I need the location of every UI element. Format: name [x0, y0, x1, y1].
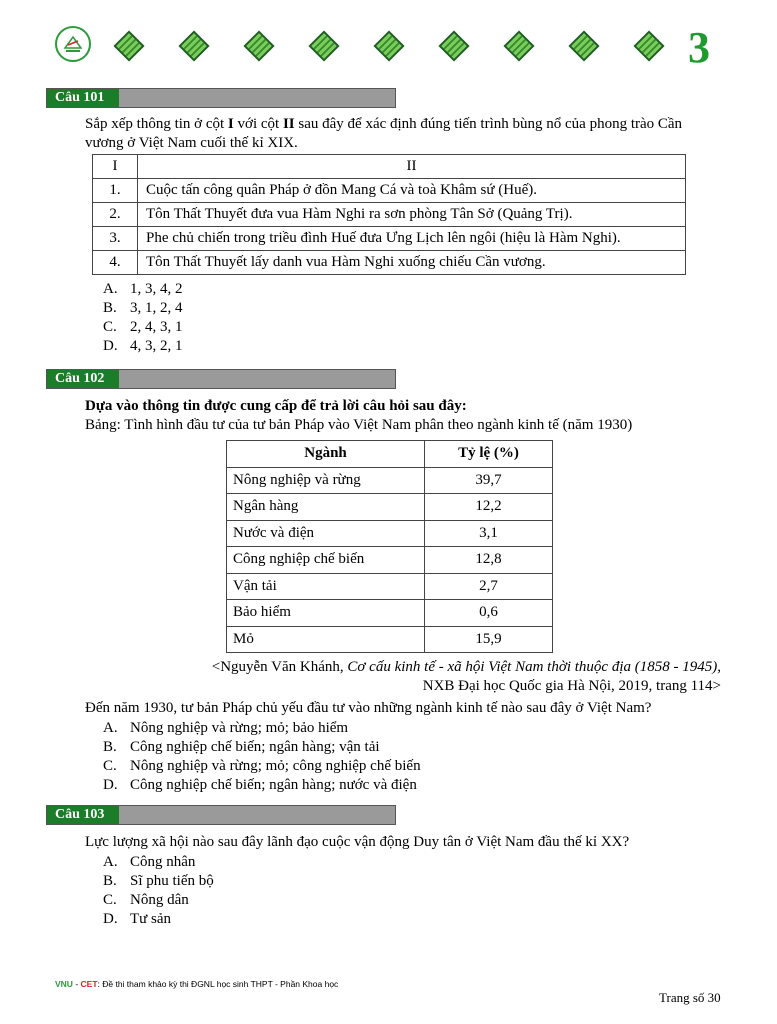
- table-row: [93, 179, 686, 203]
- diamond-ornament-icon: [308, 30, 339, 61]
- option-c[interactable]: C. Nông dân: [103, 892, 189, 908]
- sector-cell: Công nghiệp chế biến: [227, 547, 425, 574]
- row-number: 1.: [93, 179, 138, 203]
- ratio-cell: 39,7: [425, 467, 553, 494]
- table-row: [227, 600, 553, 627]
- instruction-102: Dựa vào thông tin được cung cấp để trả lời câu hỏi sau đây:: [85, 398, 467, 414]
- table-row: [227, 467, 553, 494]
- table-row: [93, 251, 686, 275]
- row-text: Tôn Thất Thuyết lấy danh vua Hàm Nghi xuống chiếu Cần vương.: [138, 251, 686, 275]
- question-103: Lực lượng xã hội nào sau đây lãnh đạo cuộc vận động Duy tân ở Việt Nam đầu thế kỉ XX?: [85, 834, 630, 850]
- diamond-ornament-icon: [243, 30, 274, 61]
- col-header-i: I: [93, 155, 138, 179]
- question-header-102: [46, 369, 396, 389]
- ratio-cell: 3,1: [425, 520, 553, 547]
- question-label: Câu 101: [47, 89, 119, 107]
- option-b[interactable]: B. 3, 1, 2, 4: [103, 300, 183, 316]
- source-citation: <Nguyễn Văn Khánh, Cơ cấu kinh tế - xã hội Việt Nam thời thuộc địa (1858 - 1945), NXB Đại học Quốc gia Hà Nội, 2019, trang 114>: [211, 659, 721, 694]
- diamond-ornament-icon: [373, 30, 404, 61]
- sector-cell: Ngân hàng: [227, 494, 425, 521]
- diamond-ornament-icon: [113, 30, 144, 61]
- table-row: [227, 494, 553, 521]
- table-row: [227, 573, 553, 600]
- sector-cell: Bảo hiểm: [227, 600, 425, 627]
- diamond-ornament-icon: [633, 30, 664, 61]
- table-row: [93, 203, 686, 227]
- option-d[interactable]: D. Tư sản: [103, 911, 172, 927]
- option-c[interactable]: C. 2, 4, 3, 1: [103, 319, 183, 335]
- chapter-number: 3: [688, 23, 710, 72]
- option-d[interactable]: D. 4, 3, 2, 1: [103, 338, 183, 354]
- row-number: 4.: [93, 251, 138, 275]
- ratio-cell: 12,8: [425, 547, 553, 574]
- table-caption: Bảng: Tình hình đầu tư của tư bản Pháp vào Việt Nam phân theo ngành kinh tế (năm 1930): [85, 417, 633, 433]
- sector-cell: Nông nghiệp và rừng: [227, 467, 425, 494]
- org-vnu: VNU: [55, 979, 73, 989]
- option-a[interactable]: A. Nông nghiệp và rừng; mỏ; bảo hiểm: [103, 720, 349, 736]
- question-102: Đến năm 1930, tư bản Pháp chủ yếu đầu tư vào những ngành kinh tế nào sau đây ở Việt Nam?: [85, 700, 652, 716]
- row-number: 2.: [93, 203, 138, 227]
- page-number: Trang số 30: [659, 990, 721, 1005]
- ratio-cell: 12,2: [425, 494, 553, 521]
- question-stem-101: Sắp xếp thông tin ở cột I với cột II sau đây để xác định đúng tiến trình bùng nổ của phong trào Cần: [85, 116, 683, 132]
- question-header-101: [46, 88, 396, 108]
- footer-description: VNU - CET: Đề thi tham khảo kỳ thi ĐGNL học sinh THPT - Phần Khoa học: [55, 979, 339, 989]
- table-row: [227, 626, 553, 653]
- ratio-cell: 2,7: [425, 573, 553, 600]
- question-label: Câu 102: [47, 370, 119, 388]
- diamond-ornament-icon: [503, 30, 534, 61]
- option-d[interactable]: D. Công nghiệp chế biến; ngân hàng; nước và điện: [103, 777, 417, 793]
- table-row: [227, 520, 553, 547]
- option-b[interactable]: B. Sĩ phu tiến bộ: [103, 873, 214, 889]
- university-logo-icon: [55, 26, 91, 62]
- row-text: Tôn Thất Thuyết đưa vua Hàm Nghi ra sơn phòng Tân Sở (Quảng Trị).: [138, 203, 686, 227]
- col-header-sector: Ngành: [227, 441, 425, 468]
- question-header-103: [46, 805, 396, 825]
- diamond-ornament-icon: [568, 30, 599, 61]
- sector-cell: Nước và điện: [227, 520, 425, 547]
- sector-cell: Mỏ: [227, 626, 425, 653]
- table-row: [93, 227, 686, 251]
- header-decoration: [112, 30, 672, 64]
- option-a[interactable]: A. Công nhân: [103, 854, 196, 870]
- ratio-cell: 15,9: [425, 626, 553, 653]
- matching-table: [92, 154, 686, 275]
- ratio-cell: 0,6: [425, 600, 553, 627]
- investment-table: [226, 440, 553, 653]
- option-a[interactable]: A. 1, 3, 4, 2: [103, 281, 183, 297]
- question-stem-101-line2: vương ở Việt Nam cuối thế kỉ XIX.: [85, 135, 298, 151]
- row-text: Cuộc tấn công quân Pháp ở đồn Mang Cá và toà Khâm sứ (Huế).: [138, 179, 686, 203]
- org-cet: CET: [80, 979, 98, 989]
- table-row: [227, 547, 553, 574]
- row-text: Phe chủ chiến trong triều đình Huế đưa Ưng Lịch lên ngôi (hiệu là Hàm Nghi).: [138, 227, 686, 251]
- option-b[interactable]: B. Công nghiệp chế biến; ngân hàng; vận tải: [103, 739, 380, 755]
- sector-cell: Vận tải: [227, 573, 425, 600]
- options-101: [103, 280, 183, 356]
- diamond-ornament-icon: [178, 30, 209, 61]
- options-103: [103, 853, 214, 929]
- diamond-ornament-icon: [438, 30, 469, 61]
- col-header-ii: II: [138, 155, 686, 179]
- option-c[interactable]: C. Nông nghiệp và rừng; mỏ; công nghiệp chế biến: [103, 758, 421, 774]
- question-label: Câu 103: [47, 806, 119, 824]
- col-header-ratio: Tỷ lệ (%): [425, 441, 553, 468]
- options-102: [103, 719, 421, 795]
- row-number: 3.: [93, 227, 138, 251]
